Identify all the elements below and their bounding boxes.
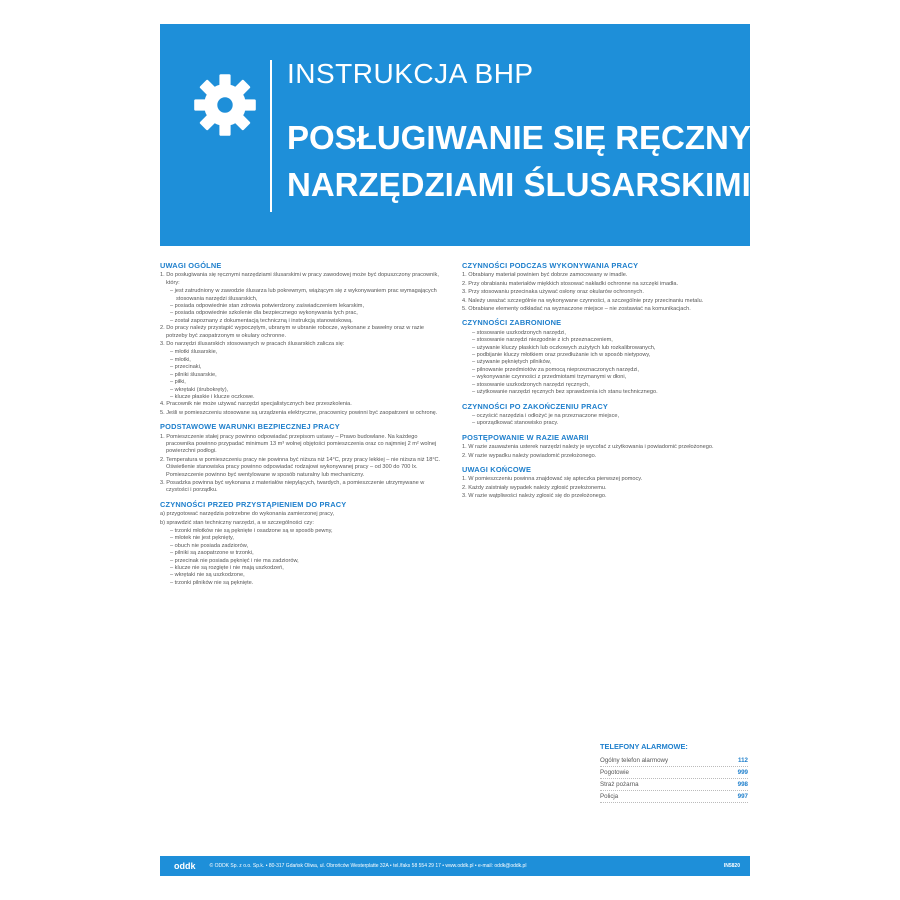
- section-list: [462, 413, 750, 428]
- section-heading: CZYNNOŚCI ZABRONIONE: [462, 318, 562, 328]
- list-item: 1. Do posługiwania się ręcznymi narzędziami ślusarskimi w pracy zawodowej może być dopuszczony pracownik, który:: [160, 272, 439, 286]
- list-item: 5. Obrabiane elementy odkładać na wyznaczone miejsce – nie zostawiać na komunikacjach.: [462, 306, 691, 313]
- phones-title: TELEFONY ALARMOWE:: [600, 742, 688, 751]
- list-item: 1. W pomieszczeniu powinna znajdować się apteczka pierwszej pomocy.: [462, 476, 643, 483]
- footer-bar: [160, 856, 750, 876]
- list-item: – posiada odpowiednie szkolenie dla bezpiecznego wykonywania tych prac,: [170, 310, 358, 317]
- phone-row: [600, 755, 748, 767]
- section-list: [160, 272, 442, 417]
- section-heading: POSTĘPOWANIE W RAZIE AWARII: [462, 432, 589, 442]
- phone-number: 997: [737, 793, 748, 800]
- list-item: – używanie pękniętych pilników,: [472, 359, 551, 366]
- section-list: [160, 511, 442, 587]
- list-item: – trzonki pilników nie są pęknięte.: [170, 579, 254, 586]
- list-item: 3. Do narzędzi ślusarskich stosowanych w pracach ślusarskich zalicza się:: [160, 341, 345, 348]
- phone-label: Straż pożarna: [600, 781, 639, 788]
- right-column: [462, 262, 750, 502]
- list-item: – obuch nie posiada zadziorów,: [170, 542, 249, 549]
- list-item: – klucze nie są rozgięte i nie mają uszkodzeń,: [170, 565, 284, 572]
- section-list: [462, 444, 750, 460]
- phone-label: Pogotowie: [600, 769, 629, 776]
- section-heading: PODSTAWOWE WARUNKI BEZPIECZNEJ PRACY: [160, 422, 340, 432]
- list-item: – użytkowanie narzędzi ręcznych bez sprawdzenia ich stanu technicznego.: [472, 389, 658, 396]
- list-item: – uporządkować stanowisko pracy.: [472, 420, 559, 427]
- list-item: – pilniki są zaopatrzone w trzonki,: [170, 550, 254, 557]
- list-item: 2. Do pracy należy przystąpić wypoczętym, ubranym w ubranie robocze, wykonane z bawełny oraz w razie potrzeby być zaopatrzonym w okulary ochronne.: [160, 325, 424, 339]
- emergency-phones: [600, 742, 748, 803]
- list-item: – stosowanie uszkodzonych narzędzi,: [472, 329, 566, 336]
- gear-icon: [190, 70, 260, 140]
- phone-row: [600, 767, 748, 779]
- section-list: [462, 330, 750, 397]
- section-heading: UWAGI KOŃCOWE: [462, 464, 532, 474]
- list-item: 3. Posadzka powinna być wykonana z materiałów niepylących, twardych, a pomieszczenie utrzymywane w czystości i porządku.: [160, 479, 425, 494]
- section-heading: UWAGI OGÓLNE: [160, 261, 222, 270]
- list-item: – piłki,: [170, 379, 186, 386]
- header-divider: [270, 60, 272, 212]
- list-item: – przecinaki,: [170, 364, 202, 371]
- list-item: 3. Przy stosowaniu przecinaka używać osłony oraz okularów ochronnych.: [462, 289, 644, 296]
- list-item: 2. Przy obrabianiu materiałów miękkich stosować nakładki ochronne na szczęki imadła.: [462, 280, 679, 287]
- list-item: – trzonki młotków nie są pęknięte i osadzone są w sposób pewny,: [170, 528, 333, 534]
- list-item: – wkrętaki nie są uszkodzone,: [170, 572, 245, 579]
- list-item: 2. W razie wypadku należy powiadomić przełożonego.: [462, 452, 597, 459]
- list-item: 1. Pomieszczenie stałej pracy powinno odpowiadać przepisom ustawy – Prawo budowlane. Na każdego pracownika powinno przypadać minimum 13 m³ wolnej objętości pomieszczenia oraz co najmniej 2 m² wolnej powierzchni podłogi.: [160, 433, 437, 455]
- page-title: [287, 114, 788, 208]
- list-item: – podbijanie kluczy młotkiem oraz przedłużanie ich w sposób nietypowy,: [472, 352, 651, 359]
- phone-row: [600, 791, 748, 803]
- list-item: a) przygotować narzędzia potrzebne do wykonania zamierzonej pracy,: [160, 511, 335, 518]
- list-item: – wykonywanie czynności z przedmiotami trzymanymi w dłoni,: [472, 374, 627, 381]
- phone-number: 112: [738, 757, 748, 764]
- list-item: b) sprawdzić stan techniczny narzędzi, a w szczególności czy:: [160, 519, 314, 526]
- title-line-1: POSŁUGIWANIE SIĘ RĘCZNYMI: [287, 119, 788, 156]
- list-item: – młotki,: [170, 356, 191, 363]
- section-heading: CZYNNOŚCI PO ZAKOŃCZENIU PRACY: [462, 401, 609, 411]
- list-item: – stosowanie narzędzi niezgodnie z ich przeznaczeniem,: [472, 337, 613, 344]
- list-item: 1. W razie zauważenia usterek narzędzi należy je wycofać z użytkowania i powiadomić przełożonego.: [462, 444, 714, 451]
- list-item: – pilnowanie przedmiotów za pomocą nieprzeznaczonych narzędzi,: [472, 366, 639, 373]
- footer-text: © ODDK Sp. z o.o. Sp.k. • 80-317 Gdańsk Oliwa, ul. Obrońców Westerplatte 32A • tel./faks 58 554 29 17 • www.oddk.pl • e-mail: oddk@oddk.pl: [209, 863, 527, 869]
- poster: [160, 24, 788, 876]
- list-item: – młotki ślusarskie,: [170, 349, 218, 356]
- section-list: [160, 434, 442, 495]
- phone-number: 998: [737, 781, 748, 788]
- product-code: IN5820: [723, 863, 740, 869]
- company-logo: oddk: [174, 861, 196, 871]
- list-item: 2. Temperatura w pomieszczeniu pracy nie powinna być niższa niż 14°C, przy pracy lekkiej – nie niższa niż 18°C. Oświetlenie stanowiska pracy powinno odpowiadać rodzajowi wykonywanej pracy – od 300 do 700 lx. Pomieszczenie powinno być wentylowane w sposób naturalny lub mechaniczny.: [160, 456, 441, 478]
- list-item: – został zapoznany z dokumentacją techniczną i instrukcją stanowiskową.: [170, 317, 353, 324]
- header-banner: [160, 24, 788, 246]
- phone-label: Policja: [600, 793, 619, 800]
- list-item: – klucze płaskie i klucze oczkowe.: [170, 393, 255, 400]
- section-list: [462, 476, 750, 500]
- section-list: [462, 272, 750, 313]
- phone-number: 999: [737, 769, 748, 776]
- section-heading: CZYNNOŚCI PODCZAS WYKONYWANIA PRACY: [462, 261, 639, 270]
- list-item: 2. Każdy zaistniały wypadek należy zgłosić przełożonemu.: [462, 484, 607, 491]
- phone-row: [600, 779, 748, 791]
- section-heading: CZYNNOŚCI PRZED PRZYSTĄPIENIEM DO PRACY: [160, 499, 347, 509]
- list-item: 1. Obrabiany materiał powinien być dobrze zamocowany w imadle.: [462, 272, 628, 279]
- list-item: – pilniki ślusarskie,: [170, 371, 217, 378]
- list-item: 4. Pracownik nie może używać narzędzi specjalistycznych bez przeszkolenia.: [160, 401, 352, 408]
- list-item: – przecinak nie posiada pęknięć i nie ma zadziorów,: [170, 557, 299, 564]
- list-item: 3. W razie wątpliwości należy zgłosić się do przełożonego.: [462, 493, 607, 500]
- list-item: – jest zatrudniony w zawodzie ślusarza lub pokrewnym, wiążącym się z wykonywaniem prac wymagających stosowania narzędzi ślusarskich,: [170, 288, 437, 302]
- phone-label: Ogólny telefon alarmowy: [600, 757, 669, 764]
- list-item: 5. Jeśli w pomieszczeniu stosowane są urządzenia elektryczne, pracownicy powinni być zaopatrzeni w ochronę.: [160, 409, 438, 416]
- list-item: – stosowanie uszkodzonych narzędzi ręcznych,: [472, 381, 590, 388]
- list-item: 4. Należy uważać szczególnie na wykonywane czynności, a szczególnie przy przecinaniu metalu.: [462, 297, 704, 304]
- left-column: [160, 262, 442, 587]
- list-item: – używanie kluczy płaskich lub oczkowych zużytych lub rozkalibrowanych,: [472, 344, 656, 351]
- list-item: – wkrętaki (śrubokręty),: [170, 386, 229, 393]
- title-line-2: NARZĘDZIAMI ŚLUSARSKIMI: [287, 166, 751, 203]
- header-kicker: INSTRUKCJA BHP: [287, 58, 534, 89]
- list-item: – posiada odpowiednie stan zdrowia potwierdzony zaświadczeniem lekarskim,: [170, 303, 365, 310]
- list-item: – młotek nie jest pęknięty,: [170, 535, 234, 542]
- list-item: – oczyścić narzędzia i odłożyć je na przeznaczone miejsce,: [472, 412, 620, 419]
